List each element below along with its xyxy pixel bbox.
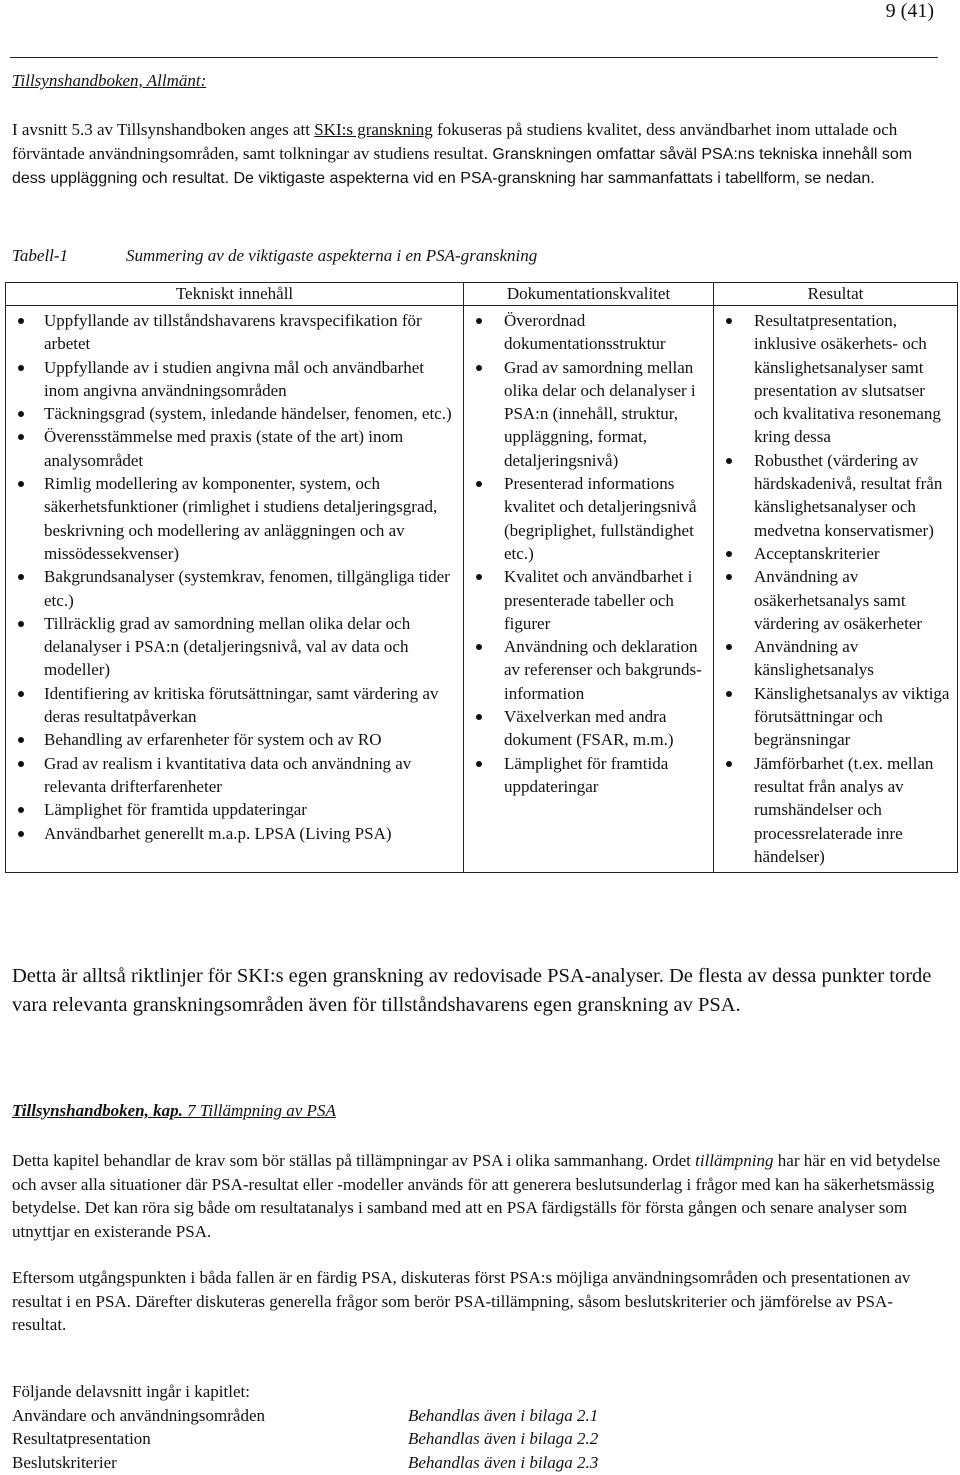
p1-text-1: Detta kapitel behandlar de krav som bör ställas på tillämpningar av PSA i olika sammanhang. Ordet — [12, 1151, 696, 1170]
chapter7-paragraph-1 — [12, 1149, 942, 1243]
list-item: Användning av känslighetsanalys — [718, 635, 953, 682]
list-item: Rimlig modellering av komponenter, system, och säkerhetsfunktioner (rimlighet i studiens detaljeringsgrad, beskrivning och modellering av anläggningen och av missödessekvenser) — [10, 472, 459, 565]
subsection-title: Resultatpresentation — [12, 1429, 151, 1448]
header-rule — [10, 57, 938, 58]
list-item: Känslighetsanalys av viktiga förutsättningar och begränsningar — [718, 682, 953, 752]
list-item: Överensstämmelse med praxis (state of the art) inom analysområdet — [10, 425, 459, 472]
chapter7-paragraph-2: Eftersom utgångspunkten i båda fallen är en färdig PSA, diskuteras först PSA:s möjliga användningsområden och presentationen av resultat i en PSA. Därefter diskuteras generella frågor som berör PSA-tillämpning, såsom beslutskriterier och jämförelse av PSA-resultat. — [12, 1268, 911, 1334]
p1-text-2: har här en vid betydelse och avser alla situationer där PSA-resultat eller -modeller används för att generera beslutsunderlag i frågor med kan ha säkerhetsmässig betydelse. Det kan röra sig både om resultatanalys i samband med att en PSA färdigställs för första gången och senare analyser som utnyttjar en existerande PSA. — [12, 1151, 941, 1241]
list-item: Användning av osäkerhetsanalys samt värdering av osäkerheter — [718, 565, 953, 635]
list-item: Tillräcklig grad av samordning mellan olika delar och delanalyser i PSA:n (detaljeringsnivå, val av data och modeller) — [10, 612, 459, 682]
list-item: Bakgrundsanalyser (systemkrav, fenomen, tillgängliga tider etc.) — [10, 565, 459, 612]
subsection-row — [12, 1404, 598, 1428]
header-dokumentation: Dokumentationskvalitet — [464, 283, 714, 306]
psa-aspects-table — [5, 282, 958, 873]
conclusion-paragraph: Detta är alltså riktlinjer för SKI:s egen granskning av redovisade PSA-analyser. De flesta av dessa punkter torde vara relevanta granskningsområden även för tillståndshavarens egen granskning av PSA. — [12, 965, 932, 1016]
list-item: Uppfyllande av tillståndshavarens kravspecifikation för arbetet — [10, 309, 459, 356]
subsection-note: Behandlas även i bilaga 2.2 — [408, 1429, 599, 1448]
col-tekniskt — [6, 306, 464, 873]
subsection-note: Behandlas även i bilaga 2.1 — [408, 1405, 599, 1425]
list-item: Kvalitet och användbarhet i presenterade tabeller och figurer — [468, 565, 709, 635]
list-item: Överordnad dokumentationsstruktur — [468, 309, 709, 356]
subsection-list — [12, 1380, 598, 1474]
list-item: Jämförbarhet (t.ex. mellan resultat från analys av rumshändelser och processrelaterade inre händelser) — [718, 752, 953, 868]
page-number: 9 (41) — [885, 0, 934, 22]
list-item: Användning och deklaration av referenser och bakgrunds-information — [468, 635, 709, 705]
chapter-label: Tillsynshandboken, Allmänt: — [12, 71, 207, 90]
p1-italic: tillämpning — [695, 1151, 774, 1170]
list-item: Uppfyllande av i studien angivna mål och användbarhet inom angivna användningsområden — [10, 356, 459, 403]
list-item: Presenterad informations kvalitet och detaljeringsnivå (begriplighet, fullständighet etc.) — [468, 472, 709, 565]
list-item: Lämplighet för framtida uppdateringar — [10, 798, 459, 821]
list-item: Grad av samordning mellan olika delar och delanalyser i PSA:n (innehåll, struktur, uppläggning, format, detaljeringsnivå) — [468, 356, 709, 472]
header-resultat: Resultat — [714, 283, 958, 306]
intro-link[interactable]: SKI:s granskning — [314, 120, 433, 139]
subsection-row — [12, 1451, 598, 1475]
list-item: Användbarhet generellt m.a.p. LPSA (Living PSA) — [10, 822, 459, 845]
subsection-title: Användare och användningsområden — [12, 1405, 266, 1425]
list-item: Täckningsgrad (system, inledande händelser, fenomen, etc.) — [10, 402, 459, 425]
list-item: Grad av realism i kvantitativa data och användning av relevanta drifterfarenheter — [10, 752, 459, 799]
subsections-intro: Följande delavsnitt ingår i kapitlet: — [12, 1382, 250, 1401]
chapter7-heading — [12, 1101, 336, 1121]
intro-paragraph — [12, 118, 942, 191]
table-caption-title: Summering av de viktigaste aspekterna i en PSA-granskning — [126, 246, 538, 265]
subsection-row — [12, 1427, 598, 1451]
list-item: Identifiering av kritiska förutsättningar, samt värdering av deras resultatpåverkan — [10, 682, 459, 729]
chapter7-heading-bold: Tillsynshandboken, kap. — [12, 1101, 183, 1120]
list-item: Växelverkan med andra dokument (FSAR, m.m.) — [468, 705, 709, 752]
intro-text-3: Granskningen omfattar såväl PSA:ns tekniska innehåll som dess uppläggning och resultat. De viktigaste aspekterna vid en PSA-granskning har sammanfattats i tabellform, se nedan. — [12, 145, 913, 187]
chapter7-heading-rest: 7 Tillämpning av PSA — [182, 1101, 336, 1120]
header-tekniskt: Tekniskt innehåll — [6, 283, 464, 306]
list-item: Robusthet (värdering av härdskadenivå, resultat från känslighetsanalyser och medvetna konservatismer) — [718, 449, 953, 542]
list-item: Behandling av erfarenheter för system och av RO — [10, 728, 459, 751]
table-caption-label: Tabell-1 — [12, 246, 69, 265]
col-resultat — [714, 306, 958, 873]
subsection-title: Beslutskriterier — [12, 1452, 117, 1472]
intro-text-2: fokuseras på studiens kvalitet, dess användbarhet inom uttalade och förväntade användningsområden, samt tolkningar av studiens resultat. — [12, 120, 898, 163]
subsection-note: Behandlas även i bilaga 2.3 — [408, 1452, 599, 1472]
list-item: Lämplighet för framtida uppdateringar — [468, 752, 709, 799]
intro-text-1: I avsnitt 5.3 av Tillsynshandboken anges att — [12, 120, 315, 139]
col-dokumentation — [464, 306, 714, 873]
list-item: Acceptanskriterier — [718, 542, 953, 565]
list-item: Resultatpresentation, inklusive osäkerhets- och känslighetsanalyser samt presentation av slutsatser och kvalitativa resonemang kring dessa — [718, 309, 953, 449]
